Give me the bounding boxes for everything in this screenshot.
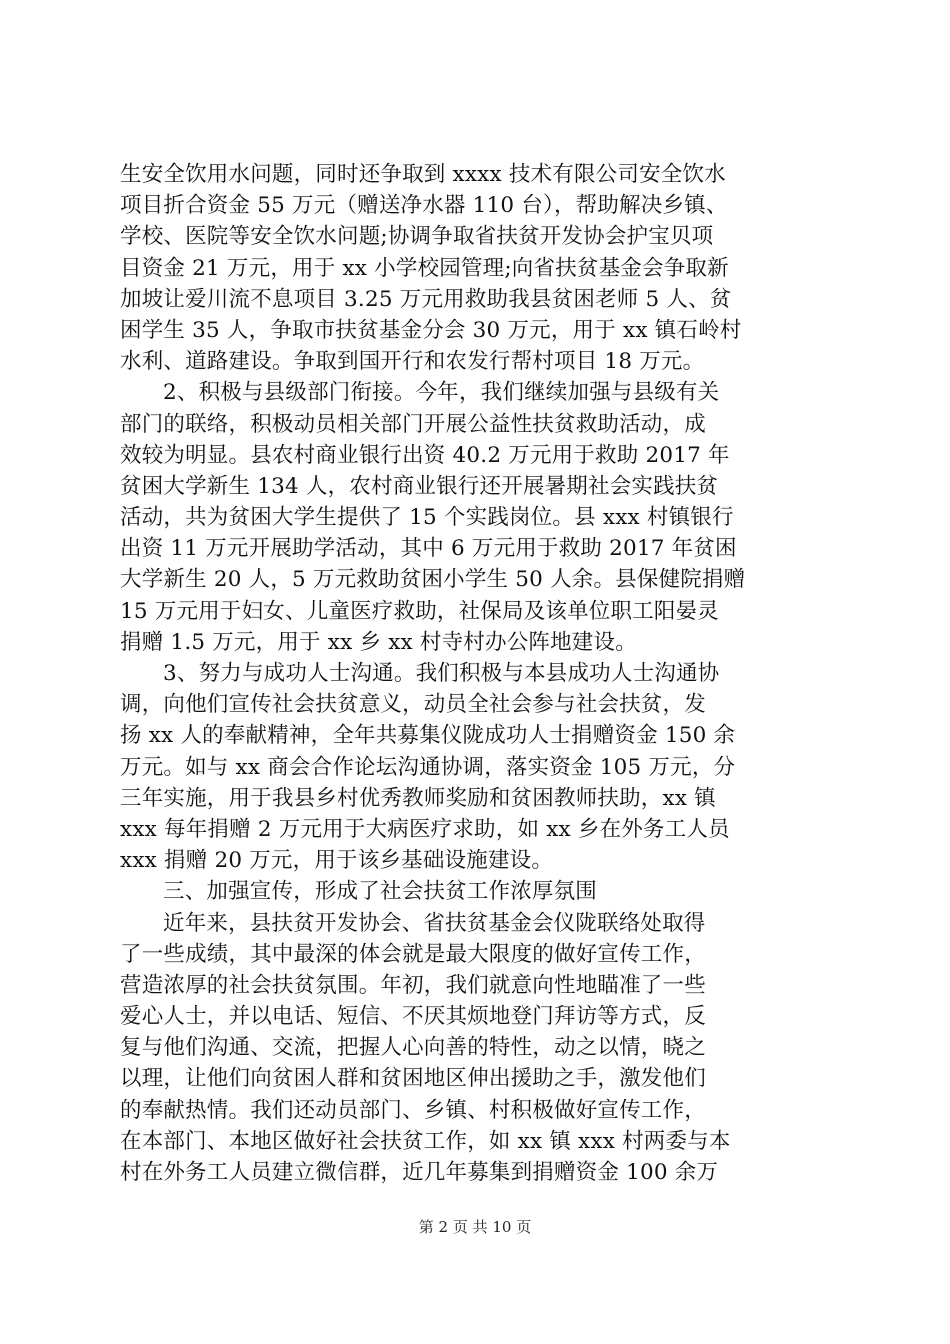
text-line: 三年实施，用于我县乡村优秀教师奖励和贫困教师扶助，xx 镇: [120, 785, 716, 811]
text-line: 目资金 21 万元，用于 xx 小学校园管理;向省扶贫基金会争取新: [120, 255, 729, 281]
text-line: 水利、道路建设。争取到国开行和农发行帮村项目 18 万元。: [120, 349, 705, 375]
text-line: 2、积极与县级部门衔接。今年，我们继续加强与县级有关: [163, 380, 720, 406]
text-line: 学校、医院等安全饮水问题;协调争取省扶贫开发协会护宝贝项: [120, 224, 714, 250]
text-line: 村在外务工人员建立微信群，近几年募集到捐赠资金 100 余万: [120, 1160, 719, 1185]
text-line: 活动，共为贫困大学生提供了 15 个实践岗位。县 xxx 村镇银行: [120, 505, 734, 531]
text-line: 贫困大学新生 134 人，农村商业银行还开展暑期社会实践扶贫: [120, 473, 719, 499]
text-line: 了一些成绩，其中最深的体会就是最大限度的做好宣传工作，: [120, 941, 706, 967]
text-line: xxx 每年捐赠 2 万元用于大病医疗求助，如 xx 乡在外务工人员: [120, 816, 730, 842]
text-line: 生安全饮用水问题，同时还争取到 xxxx 技术有限公司安全饮水: [120, 162, 726, 187]
text-line: 调，向他们宣传社会扶贫意义，动员全社会参与社会扶贫，发: [120, 692, 706, 718]
text-line: 部门的联络，积极动员相关部门开展公益性扶贫救助活动，成: [120, 411, 706, 437]
text-line: 捐赠 1.5 万元，用于 xx 乡 xx 村寺村办公阵地建设。: [120, 629, 637, 655]
text-line: 3、努力与成功人士沟通。我们积极与本县成功人士沟通协: [163, 661, 720, 686]
text-line: 大学新生 20 人，5 万元救助贫困小学生 50 人余。县保健院捐赠: [120, 567, 746, 593]
text-line: 项目折合资金 55 万元（赠送净水器 110 台），帮助解决乡镇、: [120, 193, 728, 219]
text-line: 效较为明显。县农村商业银行出资 40.2 万元用于救助 2017 年: [120, 442, 730, 468]
text-line: 在本部门、本地区做好社会扶贫工作，如 xx 镇 xxx 村两委与本: [120, 1128, 731, 1154]
text-line: 近年来，县扶贫开发协会、省扶贫基金会仪陇联络处取得: [163, 910, 706, 936]
page-footer: [0, 1217, 950, 1237]
text-line: 万元。如与 xx 商会合作论坛沟通协调，落实资金 105 万元，分: [120, 754, 736, 780]
text-line: 三、加强宣传，形成了社会扶贫工作浓厚氛围: [163, 879, 598, 905]
text-line: 复与他们沟通、交流，把握人心向善的特性，动之以情，晓之: [120, 1035, 706, 1061]
text-line: 扬 xx 人的奉献精神，全年共募集仪陇成功人士捐赠资金 150 余: [120, 723, 736, 749]
document-body: [120, 159, 832, 1188]
text-line: 以理，让他们向贫困人群和贫困地区伸出援助之手，激发他们: [120, 1066, 706, 1092]
page-number-label: 第 2 页 共 10 页: [418, 1218, 532, 1236]
text-line: xxx 捐赠 20 万元，用于该乡基础设施建设。: [120, 848, 554, 874]
text-line: 出资 11 万元开展助学活动，其中 6 万元用于救助 2017 年贫困: [120, 536, 737, 562]
text-line: 营造浓厚的社会扶贫氛围。年初，我们就意向性地瞄准了一些: [120, 972, 706, 998]
text-line: 15 万元用于妇女、儿童医疗救助，社保局及该单位职工阳晏灵: [120, 598, 719, 624]
text-line: 加坡让爱川流不息项目 3.25 万元用救助我县贫困老师 5 人、贫: [120, 286, 732, 312]
text-line: 困学生 35 人，争取市扶贫基金分会 30 万元，用于 xx 镇石岭村: [120, 317, 742, 343]
text-line: 的奉献热情。我们还动员部门、乡镇、村积极做好宣传工作，: [120, 1097, 706, 1123]
text-line: 爱心人士，并以电话、短信、不厌其烦地登门拜访等方式，反: [120, 1004, 706, 1030]
